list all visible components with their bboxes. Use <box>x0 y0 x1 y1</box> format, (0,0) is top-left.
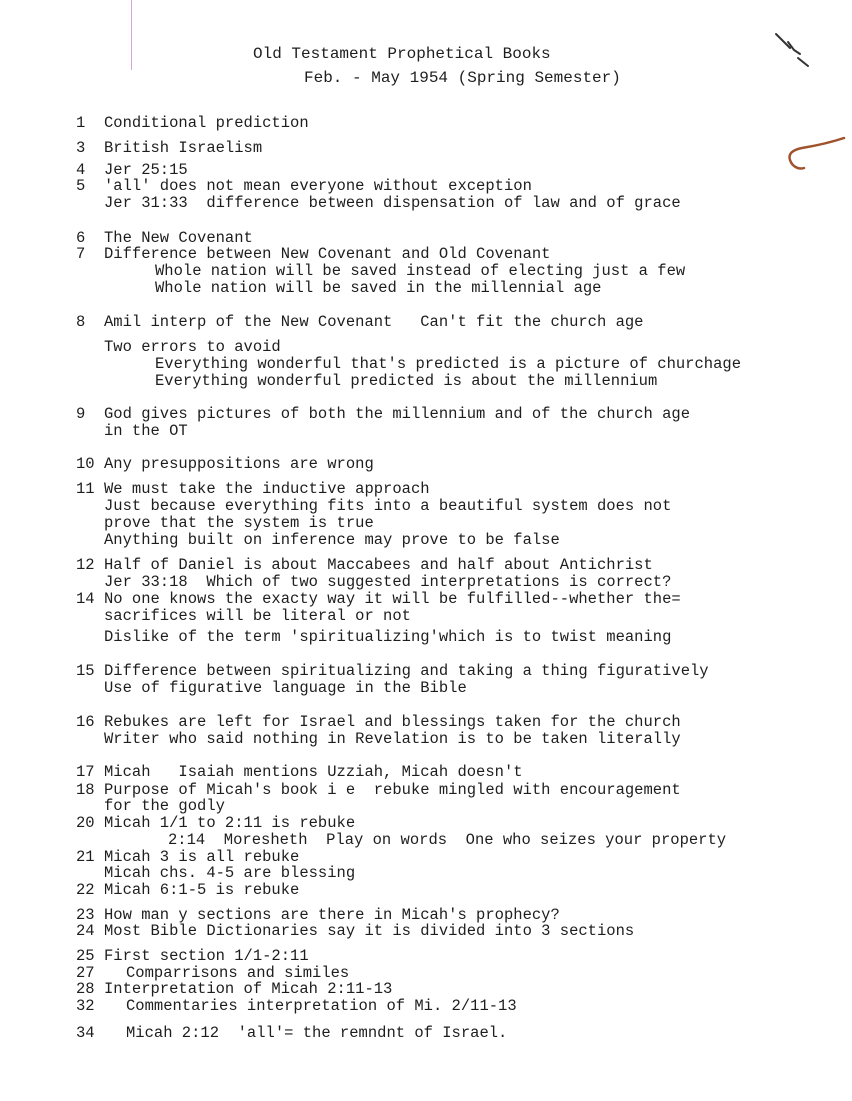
note-line: Micah 6:1-5 is rebuke <box>104 881 300 899</box>
line-number: 25 <box>76 947 95 965</box>
note-line: Two errors to avoid <box>104 338 281 356</box>
line-number: 34 <box>76 1024 95 1042</box>
note-line: Commentaries interpretation of Mi. 2/11-13 <box>126 997 517 1015</box>
note-line: British Israelism <box>104 139 263 157</box>
note-line: Everything wonderful that's predicted is a picture of churchage <box>155 355 741 373</box>
page-subtitle: Feb. - May 1954 (Spring Semester) <box>304 69 621 87</box>
note-line: Most Bible Dictionaries say it is divided into 3 sections <box>104 922 635 940</box>
note-line: 2:14 Moresheth Play on words One who seizes your property <box>168 831 727 849</box>
note-line: 'all' does not mean everyone without exception <box>104 177 532 195</box>
note-line: in the OT <box>104 422 188 440</box>
note-line: for the godly <box>104 797 225 815</box>
line-number: 10 <box>76 455 95 473</box>
margin-rule <box>131 0 132 70</box>
note-line: Micah 3 is all rebuke <box>104 848 300 866</box>
line-number: 24 <box>76 922 95 940</box>
line-number: 28 <box>76 980 95 998</box>
line-number: 11 <box>76 480 95 498</box>
note-line: No one knows the exacty way it will be fulfilled--whether the= <box>104 590 681 608</box>
note-line: Amil interp of the New Covenant Can't fit the church age <box>104 313 644 331</box>
note-line: Half of Daniel is about Maccabees and half about Antichrist <box>104 556 653 574</box>
line-number: 8 <box>76 313 86 331</box>
note-line: Just because everything fits into a beautiful system does not <box>104 497 672 515</box>
page-title: Old Testament Prophetical Books <box>253 45 551 63</box>
line-number: 15 <box>76 662 95 680</box>
note-line: Micah Isaiah mentions Uzziah, Micah doesn't <box>104 763 523 781</box>
note-line: The New Covenant <box>104 229 253 247</box>
line-number: 7 <box>76 245 86 263</box>
note-line: Conditional prediction <box>104 114 309 132</box>
line-number: 21 <box>76 848 95 866</box>
staple-mark-icon <box>784 128 850 178</box>
line-number: 23 <box>76 906 95 924</box>
note-line: God gives pictures of both the millennium and of the church age <box>104 405 690 423</box>
note-line: prove that the system is true <box>104 514 374 532</box>
note-line: Dislike of the term 'spiritualizing'which is to twist meaning <box>104 628 672 646</box>
line-number: 4 <box>76 161 86 179</box>
note-line: Difference between New Covenant and Old Covenant <box>104 245 551 263</box>
note-line: Difference between spiritualizing and taking a thing figuratively <box>104 662 709 680</box>
note-line: Jer 31:33 difference between dispensation of law and of grace <box>104 194 681 212</box>
note-line: Whole nation will be saved in the millennial age <box>155 279 602 297</box>
note-line: Micah chs. 4-5 are blessing <box>104 864 356 882</box>
note-line: Rebukes are left for Israel and blessings taken for the church <box>104 713 681 731</box>
line-number: 18 <box>76 781 95 799</box>
note-line: Micah 1/1 to 2:11 is rebuke <box>104 814 356 832</box>
note-line: Comparrisons and similes <box>126 964 350 982</box>
paperclip-mark-icon <box>770 28 814 72</box>
note-line: First section 1/1-2:11 <box>104 947 309 965</box>
line-number: 32 <box>76 997 95 1015</box>
line-number: 20 <box>76 814 95 832</box>
note-line: We must take the inductive approach <box>104 480 430 498</box>
line-number: 12 <box>76 556 95 574</box>
note-line: How man y sections are there in Micah's prophecy? <box>104 906 560 924</box>
note-line: Micah 2:12 'all'= the remndnt of Israel. <box>126 1024 508 1042</box>
line-number: 22 <box>76 881 95 899</box>
note-line: Use of figurative language in the Bible <box>104 679 467 697</box>
note-line: Whole nation will be saved instead of electing just a few <box>155 262 686 280</box>
line-number: 6 <box>76 229 86 247</box>
note-line: Jer 25:15 <box>104 161 188 179</box>
note-line: Jer 33:18 Which of two suggested interpretations is correct? <box>104 573 672 591</box>
note-line: Any presuppositions are wrong <box>104 455 374 473</box>
note-line: Anything built on inference may prove to be false <box>104 531 560 549</box>
line-number: 5 <box>76 177 86 195</box>
line-number: 1 <box>76 114 86 132</box>
line-number: 14 <box>76 590 95 608</box>
note-line: Writer who said nothing in Revelation is to be taken literally <box>104 730 681 748</box>
note-line: Everything wonderful predicted is about the millennium <box>155 372 658 390</box>
line-number: 9 <box>76 405 86 423</box>
line-number: 17 <box>76 763 95 781</box>
line-number: 27 <box>76 964 95 982</box>
line-number: 3 <box>76 139 86 157</box>
note-line: sacrifices will be literal or not <box>104 607 411 625</box>
note-line: Interpretation of Micah 2:11-13 <box>104 980 393 998</box>
note-line: Purpose of Micah's book i e rebuke mingled with encouragement <box>104 781 681 799</box>
line-number: 16 <box>76 713 95 731</box>
